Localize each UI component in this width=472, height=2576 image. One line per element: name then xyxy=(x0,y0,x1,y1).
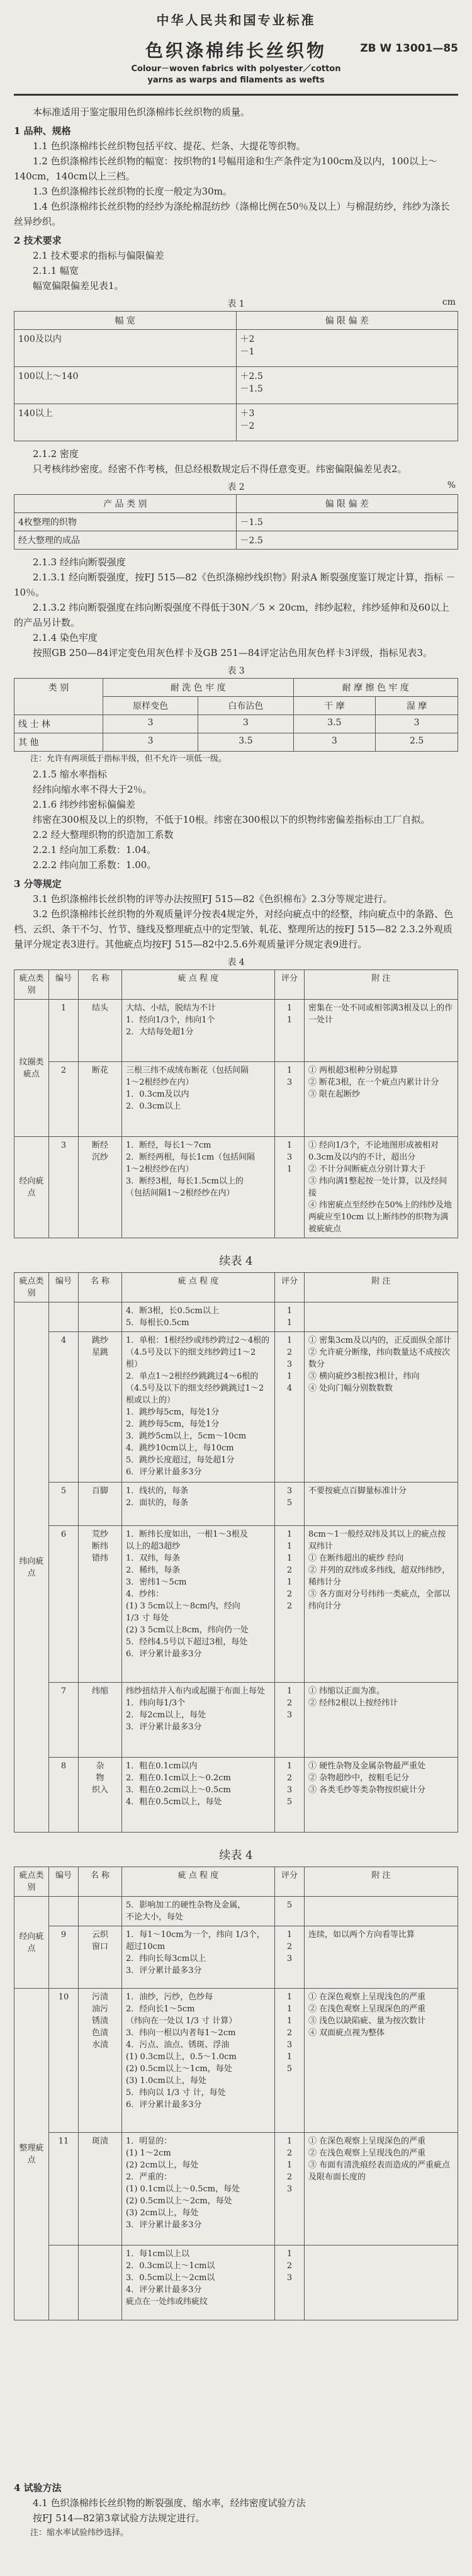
english-title-line-2: yarns as warps and filaments as wefts xyxy=(147,76,325,85)
table-4-cell: 8 xyxy=(49,1758,79,1833)
section-4 xyxy=(14,2477,458,2541)
table-4-cell: 4．断3根，长0.5cm以上 5．每根长0.5cm xyxy=(122,1302,275,1332)
para-2-1-3-2: 2.1.3.2 纬向断裂强度在纬向断裂强度不得低于30N／5 × 20cm，纬纱起粒，纬纱延伸和及60以上的产品另计数。 xyxy=(14,602,449,628)
para-2-1: 2.1 技术要求的指标与偏限偏差 xyxy=(33,250,164,261)
table-4-cell xyxy=(79,1302,122,1332)
table-4-header: 疵点类别 xyxy=(14,1867,49,1897)
table-4-cell: ① 密集3cm及以内的，正反面纵全部计 ② 允许疵分断缘，纬向数量达不成按次数分 ③ 横向疵纱3根按3根计，纬向 ④ 处向门幅分别数数数 xyxy=(305,1332,458,1483)
table-4-cell: 大结、小结，脱结为不计 1．经向1/3个，纬向1个 2．大结每处超1分 xyxy=(122,1000,275,1062)
table-4-category: 整理疵点 xyxy=(14,1989,49,2320)
table-3-subheader: 干 摩 xyxy=(293,697,376,715)
table-4-category: 纹圈类疵点 xyxy=(14,1000,49,1137)
table-4-continued-caption-1: 续表 4 xyxy=(219,1255,253,1268)
table-1-header-deviation: 偏 限 偏 差 xyxy=(236,312,458,330)
standard-type: 中华人民共和国专业标准 xyxy=(156,13,316,28)
table-2 xyxy=(14,494,458,550)
table-4-cell: 荒纱 断纬 错纬 xyxy=(79,1526,122,1683)
table-3-header-category: 类 别 xyxy=(14,679,103,715)
table-4-cell xyxy=(305,2246,458,2320)
table-4-cell: 1．明显的： (1) 1～2cm (2) 2cm以上，每处 2．严重的： (1) 0.1cm以上～0.5cm，每处 (2) 0.5cm以上～2cm，每处 (3) 2cm以上，每处 3．评分累计最多3分 xyxy=(122,2133,275,2246)
para-2-1-6: 2.1.6 纬纱纬密标偏偏差 xyxy=(33,799,135,810)
table-4-cell: ① 经向1/3个，不论地图形成被相对0.3cm及以内的不计，超出分 ② 不计分间断疵点分别计算大于 ③ 纬向满1整起按一处计算，以及经间接 ④ 纬密疵点至经纱在50%上的纬纱及地两疵应至10cm 以上断纬纱的织物为满被疵疵点 xyxy=(305,1137,458,1238)
para-2-1-4: 2.1.4 染色牢度 xyxy=(33,632,98,643)
table-4-cell: ① 纬缩以正面为准。 ② 经纬2根以上按经纬计 xyxy=(305,1683,458,1758)
table-row xyxy=(14,367,458,404)
table-row xyxy=(14,330,458,367)
table-3-header-rub: 耐 摩 擦 色 牢 度 xyxy=(293,679,458,697)
table-4-cell: 1 2 3 5 xyxy=(275,1758,305,1833)
table-4-cell: 8cm～1一般经双纬及其以上的疵点按双纬计 ① 在断纬超出的疵纱 经向 ② 并列的双纬或多纬线，超双纬纬纱，稀纬计分 ③ 各方面对分号纬纬一类疵点，全部以纬向计分 xyxy=(305,1526,458,1683)
table-1-caption xyxy=(14,297,458,310)
table-3-cell: 3 xyxy=(103,733,198,752)
table-4-category: 经向疵点 xyxy=(14,1897,49,1989)
table-row xyxy=(14,1926,458,1989)
para-2-2-1: 2.2.1 经向加工系数：1.04。 xyxy=(33,844,157,856)
table-4-cell: 11 xyxy=(49,2133,79,2246)
para-2-2-2: 2.2.2 纬向加工系数：1.00。 xyxy=(33,859,157,871)
table-row xyxy=(14,1000,458,1062)
table-row xyxy=(14,1526,458,1683)
table-4-cell: 1 3 1 xyxy=(275,1137,305,1238)
table-4-cell: 纬纱扭结并入布内或起圈于布面上每处 1．纬向每1/3个 2．每2cm以上，每处 3．评分累计最多3分 xyxy=(122,1683,275,1758)
table-3-cell: 其 他 xyxy=(14,733,103,752)
table-4-header: 名 称 xyxy=(79,1867,122,1897)
table-4-cell: 1．单根：1根经纱或纬纱跨过2～4根的 （4.5号及以下的细支纬纱跨过1～2根） 2．单点1～2根经纱跳跳过4～6根的 （4.5号及以下的细支经纱跳跳过1～2根或以上的） 1．跳纱每5cm，每处1分 2．跳纱每5cm，每处1分 3．跳纱5cm以上，5cm～10cm 4．跳纱10cm以上，每10cm 5．跳纱长度超过，每处超1分 6．评分累计最多3分 xyxy=(122,1332,275,1483)
table-row xyxy=(14,1302,458,1332)
para-2-1-5: 2.1.5 缩水率指标 xyxy=(33,769,107,780)
table-4-part-3 xyxy=(14,1867,458,2320)
table-1-cell: ＋2.5 xyxy=(240,371,263,381)
para-2-1-1: 2.1.1 幅宽 xyxy=(33,265,79,276)
table-4-cell: 1．线状的，每条 2．面状的，每条 xyxy=(122,1483,275,1526)
table-4-part-2 xyxy=(14,1272,458,1833)
table-4-cell xyxy=(79,1897,122,1926)
table-row xyxy=(14,1989,458,2133)
table-row xyxy=(14,1483,458,1526)
para-2-1-6-body: 纬密在300根及以上的织物，不低于10根。纬密在300根以下的织物纬密偏差指标由工厂自拟。 xyxy=(33,814,430,825)
table-4-cell: 5 xyxy=(275,1897,305,1926)
table-3-cell: 3 xyxy=(198,715,293,733)
table-4-cell: 1 3 xyxy=(275,1062,305,1137)
table-4-cell xyxy=(49,2246,79,2320)
table-4-header: 编号 xyxy=(49,970,79,1000)
standard-code: ZB W 13001—85 xyxy=(360,42,458,55)
table-1-caption-text: 表 1 xyxy=(227,299,245,309)
table-4-header: 疵 点 程 度 xyxy=(122,1867,275,1897)
table-4-category: 纬向疵点 xyxy=(14,1302,49,1833)
table-4-caption: 表 4 xyxy=(227,958,245,968)
english-title-line-1: Colour－woven fabrics with polyester／cotton xyxy=(131,64,341,74)
section-4-title: 4 试验方法 xyxy=(14,2482,62,2494)
table-4-cell: 5．影响加工的硬性杂物及金属， 不论大小，每处 xyxy=(122,1897,275,1926)
table-4-cell: ① 在深色观察上呈现浅色的严重 ② 在浅色观察上呈现深色的严重 ③ 浅色以缺陷疵、量为按次数计 ④ 双面疵点视为整体 xyxy=(305,1989,458,2133)
table-1-cell: －1.5 xyxy=(240,384,263,394)
table-4-header: 疵 点 程 度 xyxy=(122,970,275,1000)
table-3-cell: 3 xyxy=(376,715,458,733)
table-row xyxy=(14,531,458,550)
table-4-header: 附 注 xyxy=(305,970,458,1000)
table-4-cell xyxy=(305,1302,458,1332)
table-row xyxy=(14,513,458,531)
table-4-cell: ① 硬性杂物及金属杂物最严重处 ② 杂物超纱中，按粗毛记分 ③ 各类毛纱等类杂物按织疵计分 xyxy=(305,1758,458,1833)
table-4-cell: 断花 xyxy=(79,1062,122,1137)
para-2-1-3-1: 2.1.3.1 经向断裂强度，按FJ 515—82《色织涤棉纱线织物》附录A 断裂强度鉴订规定计算，指标 －10％。 xyxy=(14,572,456,598)
table-4-cell: 不要按疵点百脚量标准计分 xyxy=(305,1483,458,1526)
table-1-header-width: 幅 宽 xyxy=(14,312,237,330)
table-4-cell: 纬缩 xyxy=(79,1683,122,1758)
table-3-cell: 2.5 xyxy=(376,733,458,752)
table-4-cell xyxy=(49,1897,79,1926)
para-2-1-1-body: 幅宽偏限偏差见表1。 xyxy=(33,280,124,291)
section-2-title: 2 技术要求 xyxy=(14,235,62,246)
table-4-cell: 1 2 3 xyxy=(275,2246,305,2320)
table-3-cell: 线 士 林 xyxy=(14,715,103,733)
para-4-1-body: 按FJ 514—82第3章试验方法规定进行。 xyxy=(33,2512,205,2524)
table-4-cell: 连续，如以两个方向看等比算 xyxy=(305,1926,458,1989)
table-4-cell: 三根三纬不成绒布断花（包括间隔 1～2根经纱在内） 1．0.3cm及以内 2．0.3cm以上 xyxy=(122,1062,275,1137)
table-row xyxy=(14,733,458,752)
table-4-cell: 1 2 3 xyxy=(275,1683,305,1758)
table-4-cell: 6 xyxy=(49,1526,79,1683)
table-4-cell: 1 2 3 1 4 xyxy=(275,1332,305,1483)
table-2-unit: % xyxy=(447,480,456,490)
para-2-1-2-body: 只考核纬纱密度。经密不作考核，但总经根数规定后不得任意变更。纬密偏限偏差见表2。 xyxy=(33,463,407,475)
para-3-1: 3.1 色织涤棉纬长丝织物的评等办法按照FJ 515—82《色织棉布》2.3分等规定进行。 xyxy=(33,893,393,905)
table-3-caption: 表 3 xyxy=(227,666,245,676)
table-4-header: 附 注 xyxy=(305,1867,458,1897)
table-4-cell: 1．断纬长度如出，一根1～3根及 以上的超3超纱 1．双纬，每条 2．稀纬，每条 3．密纬1～5cm 4．纱纬： (1) 3 5cm以上～8cm内，经向 1/3 寸 每处 (2) 3 5cm以上8cm，纬向仍一处 5．经纬4.5号以下超过3根，每处 6．评分累计最多3分 xyxy=(122,1526,275,1683)
table-1-cell: 140以上 xyxy=(14,404,237,441)
table-4-header: 疵点类别 xyxy=(14,970,49,1000)
table-row xyxy=(14,1062,458,1137)
table-2-cell: 经大整理的成品 xyxy=(14,531,237,550)
table-row xyxy=(14,1897,458,1926)
table-4-cell: 4 xyxy=(49,1332,79,1483)
table-4-header: 疵 点 程 度 xyxy=(122,1273,275,1302)
para-4-1: 4.1 色织涤棉纬长丝织物的断裂强度、缩水率，经纬密度试验方法 xyxy=(33,2497,306,2509)
table-row xyxy=(14,404,458,441)
table-3-cell: 3.5 xyxy=(293,715,376,733)
table-row xyxy=(14,2133,458,2246)
table-2-header-deviation: 偏 限 偏 差 xyxy=(236,495,458,513)
table-4-header: 评分 xyxy=(275,970,305,1000)
table-4-header: 编号 xyxy=(49,1273,79,1302)
table-4-cell: 3 xyxy=(49,1137,79,1238)
table-1-cell: －1 xyxy=(240,347,255,357)
table-2-caption xyxy=(14,480,458,493)
para-2-1-3: 2.1.3 经纬向断裂强度 xyxy=(33,556,126,568)
table-4-cell: 1．断经，每长1～7cm 2．断经两根，每长1cm（包括间隔 1～2根经纱在内） 3．断经3根，每长1.5cm以上的 （包括间隔1～2根经纱在内） xyxy=(122,1137,275,1238)
table-4-cell: 跳纱 星跳 xyxy=(79,1332,122,1483)
table-4-cell: 云织 窗口 xyxy=(79,1926,122,1989)
table-4-header: 疵点类别 xyxy=(14,1273,49,1302)
para-2-2: 2.2 经大整理织物的织造加工系数 xyxy=(33,829,174,840)
table-4-cell: 1 2 1 2 3 xyxy=(275,2133,305,2246)
table-1-cell: ＋3 xyxy=(240,409,255,419)
table-4-cell: 1．每1cm以上以 2．0.3cm以上～1cm以 3．0.5cm以上～2cm以 4．评分累计最多3分 疵点在一处纬或纬疵纹 xyxy=(122,2246,275,2320)
para-1-4: 1.4 色织涤棉纬长丝织物的经纱为涤纶棉混纺纱（涤棉比例在50％及以上）与棉混纺纱，纬纱为涤长丝异纱织。 xyxy=(14,201,450,227)
table-2-cell: 4枚整理的织物 xyxy=(14,513,237,531)
table-4-header: 评分 xyxy=(275,1867,305,1897)
table-3-subheader: 原样变色 xyxy=(103,697,198,715)
table-row xyxy=(14,1683,458,1758)
table-4-cell: 1 1 xyxy=(275,1302,305,1332)
table-4-cell xyxy=(305,1897,458,1926)
table-3-subheader: 白布沾色 xyxy=(198,697,293,715)
table-4-part-1 xyxy=(14,969,458,1238)
table-4-category: 经向疵点 xyxy=(14,1137,49,1238)
para-3-2: 3.2 色织涤棉纬长丝织物的外观质量评分按表4规定外，对经向疵点中的经整，纬向疵点中的条路、色档、云织、条干不匀、竹节、缝线及整理疵点中的定型皱、轧花、整理所达的按FJ 515—82 2.3.2外观质量评分规定表3进行。其他疵点均按FJ 515—82中2.5.6外观质量评分规定表9进行。 xyxy=(14,908,454,950)
table-4-cell xyxy=(79,2246,122,2320)
table-4-cell: 10 xyxy=(49,1989,79,2133)
table-4-cell: 污渍 油污 锈渍 色渍 水渍 xyxy=(79,1989,122,2133)
table-4-cell: 结头 xyxy=(79,1000,122,1062)
table-3-cell: 3.5 xyxy=(198,733,293,752)
para-1-2: 1.2 色织涤棉纬长丝织物的幅宽：按织物的1号幅用途和生产条件定为100cm及以内，100以上～140cm，140cm以上三档。 xyxy=(14,155,438,182)
document-title: 色织涤棉纬长丝织物 xyxy=(145,40,327,61)
table-4-header: 附 注 xyxy=(305,1273,458,1302)
table-row xyxy=(14,1332,458,1483)
table-3-subheader: 湿 摩 xyxy=(376,697,458,715)
table-4-cell: 杂 物 织入 xyxy=(79,1758,122,1833)
table-4-header: 编号 xyxy=(49,1867,79,1897)
table-2-cell: －2.5 xyxy=(236,531,458,550)
table-1-unit: cm xyxy=(442,297,456,307)
table-row xyxy=(14,2246,458,2320)
table-4-cell: 2 xyxy=(49,1062,79,1137)
table-row xyxy=(14,1758,458,1833)
table-1 xyxy=(14,311,458,441)
table-4-header: 名 称 xyxy=(79,970,122,1000)
section-4-note: 注：缩水率试验纬纱选择。 xyxy=(30,2528,129,2538)
table-2-caption-text: 表 2 xyxy=(227,482,245,492)
table-4-cell: 7 xyxy=(49,1683,79,1758)
table-2-cell: －1.5 xyxy=(236,513,458,531)
table-1-cell: ＋2 xyxy=(240,334,255,344)
para-2-1-4-body: 按照GB 250—84评定变色用灰色样卡及GB 251—84评定沾色用灰色样卡3评级，指标见表3。 xyxy=(33,647,433,658)
table-4-cell: ① 两根超3根种分别起算 ② 断花3根，在一个疵点内累计计分 ③ 限在起断纱 xyxy=(305,1062,458,1137)
table-4-cell: 9 xyxy=(49,1926,79,1989)
para-1-3: 1.3 色织涤棉纬长丝织物的长度一般定为30m。 xyxy=(33,186,232,197)
table-1-cell: 100及以内 xyxy=(14,330,237,367)
table-4-header: 评分 xyxy=(275,1273,305,1302)
table-4-cell: 1．每1～10cm为一个，纬向 1/3个， 超过10cm 2．纬向长每3cm以上 3．评分累计最多3分 xyxy=(122,1926,275,1989)
table-4-cell: 5 xyxy=(49,1483,79,1526)
table-4-cell: 密集在一处不同或相邻满3根及以上的作一处计 xyxy=(305,1000,458,1062)
table-4-cell: 1．粗在0.1cm以内 2．粗在0.1cm以上～0.2cm 3．粗在0.2cm以上～0.5cm 4．粗在0.5cm以上，每处 xyxy=(122,1758,275,1833)
para-2-1-2: 2.1.2 密度 xyxy=(33,448,79,460)
table-1-cell: 100以上～140 xyxy=(14,367,237,404)
table-row xyxy=(14,1137,458,1238)
table-4-cell: 斑渍 xyxy=(79,2133,122,2246)
table-3-note: 注：允许有两项低于指标半级，但不允许一项低一级。 xyxy=(30,754,227,764)
table-3-cell: 3 xyxy=(293,733,376,752)
table-4-cell: 3 5 xyxy=(275,1483,305,1526)
table-4-cell: 1 2 3 xyxy=(275,1926,305,1989)
header-divider xyxy=(14,94,458,96)
para-1-1: 1.1 色织涤棉纬长丝织物包括平纹、提花、烂条、大提花等织物。 xyxy=(33,140,306,152)
table-4-cell: ① 在深色观察上呈现深色的严重 ② 在浅色观察上呈现浅色的严重 ③ 布面有清洗痕经表而造成的严重疵点及限布面长度的 xyxy=(305,2133,458,2246)
table-3-cell: 3 xyxy=(103,715,198,733)
table-row xyxy=(14,715,458,733)
section-3-title: 3 分等规定 xyxy=(14,878,62,890)
table-4-cell: 1．油纱，污纱，色纱每 2．经向长1～5cm （纬向在一处以 1/3 寸 计算） 3．纬向一根以内者每1～2cm 4．污点、油点、锈斑、浮油 (1) 0.3cm以上，0.5～1.0cm (2) 0.5cm以上～1cm，每处 (3) 1.0cm以上，每处 5．纬向以 1/3 寸 计，每处 6．评分累计最多3分 xyxy=(122,1989,275,2133)
table-2-header-category: 产 品 类 别 xyxy=(14,495,237,513)
table-3 xyxy=(14,678,458,752)
intro-paragraph: 本标准适用于鉴定服用色织涤棉纬长丝织物的质量。 xyxy=(33,106,250,118)
para-2-1-5-body: 经纬向缩水率不得大于2％。 xyxy=(33,784,152,795)
table-4-cell: 百脚 xyxy=(79,1483,122,1526)
section-1-title: 1 品种、规格 xyxy=(14,125,71,137)
table-1-cell: －2 xyxy=(240,421,255,431)
table-4-cell: 1 xyxy=(49,1000,79,1062)
table-4-cell xyxy=(49,1302,79,1332)
table-4-header: 名 称 xyxy=(79,1273,122,1302)
table-4-cell: 1 1 1 2 3 1 5 xyxy=(275,1989,305,2133)
table-3-header-wash: 耐 洗 色 牢 度 xyxy=(103,679,294,697)
table-4-cell: 1 1 xyxy=(275,1000,305,1062)
table-4-cell: 1 1 1 2 1 2 2 xyxy=(275,1526,305,1683)
table-4-continued-caption-2: 续表 4 xyxy=(219,1849,253,1862)
table-4-cell: 断经 沉纱 xyxy=(79,1137,122,1238)
